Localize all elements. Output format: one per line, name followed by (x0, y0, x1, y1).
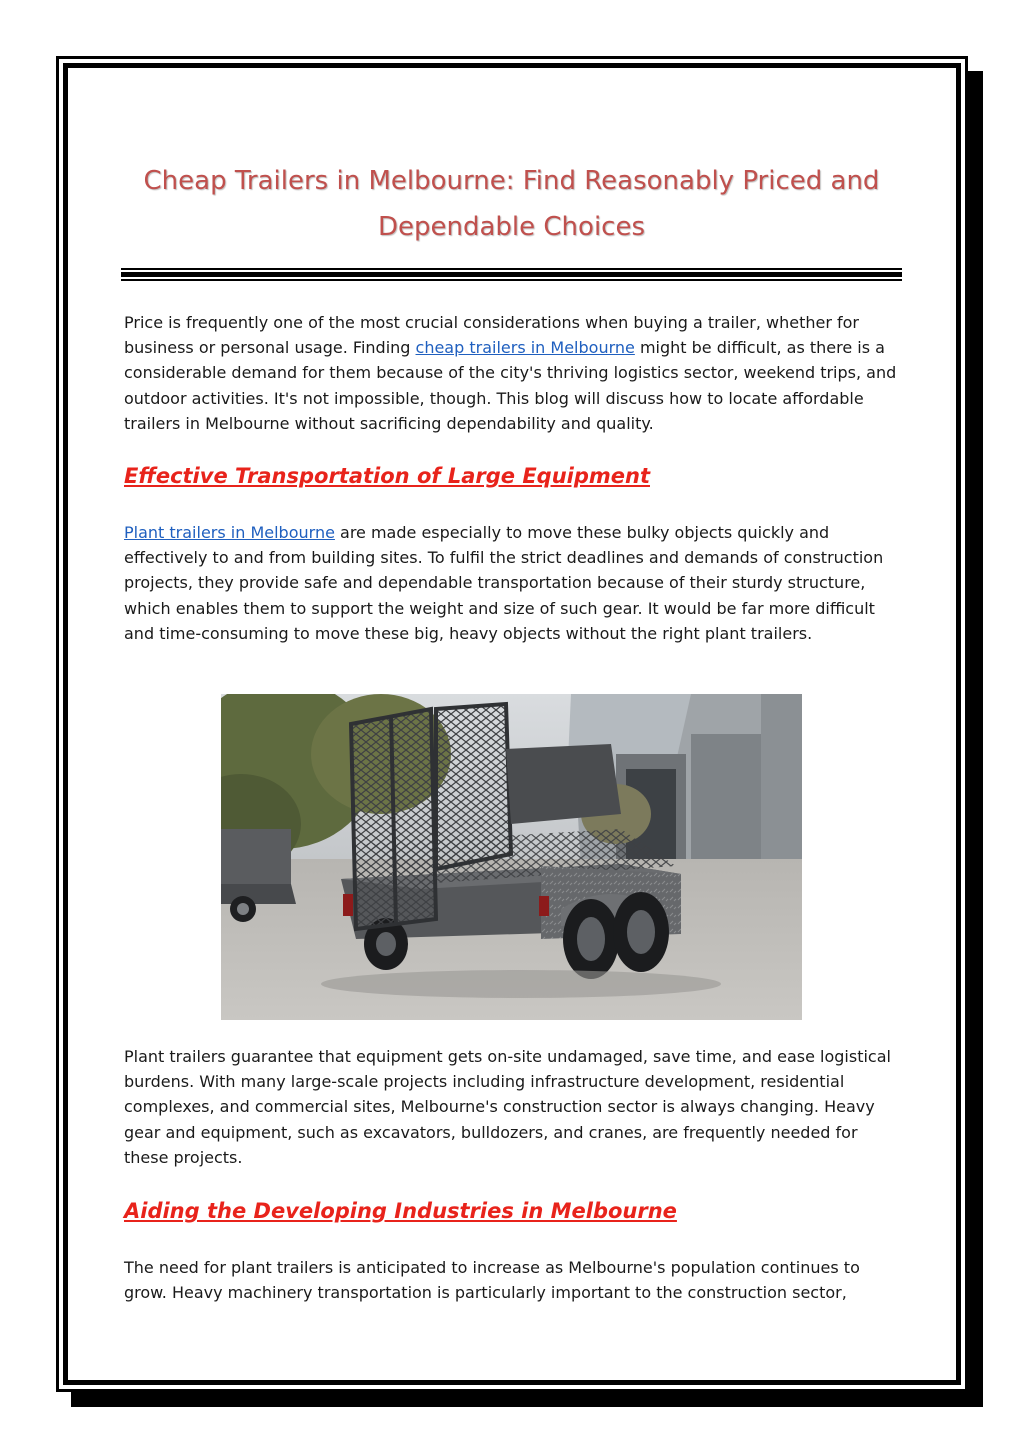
intro-paragraph: Price is frequently one of the most crucial considerations when buying a trailer, whether for business or personal usage. Finding cheap trailers in Melbourne might be difficult, as there is a considerable demand for them because of the city's thriving logistics sector, weekend trips, and outdoor activities. It's not impossible, though. This blog will discuss how to locate affordable trailers in Melbourne without sacrificing dependability and quality. (124, 313, 897, 433)
title-divider (121, 268, 902, 281)
section-heading-industries: Aiding the Developing Industries in Melbourne (124, 1199, 677, 1223)
trailer-photo (221, 694, 802, 1020)
cheap-trailers-link[interactable]: cheap trailers in Melbourne (415, 338, 635, 358)
document-title: Cheap Trailers in Melbourne: Find Reasonably Priced and Dependable Choices (143, 166, 880, 242)
section2-paragraph-1: The need for plant trailers is anticipated to increase as Melbourne's population continues to grow. Heavy machinery transportation is particularly important to the construction sector, (124, 1258, 860, 1303)
section1-paragraph-1: Plant trailers in Melbourne are made especially to move these bulky objects quickly and effectively to and from building sites. To fulfil the strict deadlines and demands of construction projects, they provide safe and dependable transportation because of their sturdy structure, which enables them to support the weight and size of such gear. It would be far more difficult and time-consuming to move these big, heavy objects without the right plant trailers. (124, 523, 884, 643)
section1-paragraph-2: Plant trailers guarantee that equipment gets on-site undamaged, save time, and ease logistical burdens. With many large-scale projects including infrastructure development, residential complexes, and commercial sites, Melbourne's construction sector is always changing. Heavy gear and equipment, such as excavators, bulldozers, and cranes, are frequently needed for these projects. (124, 1047, 891, 1167)
section-heading-transportation: Effective Transportation of Large Equipment (124, 464, 650, 488)
plant-trailers-link[interactable]: Plant trailers in Melbourne (124, 523, 335, 542)
